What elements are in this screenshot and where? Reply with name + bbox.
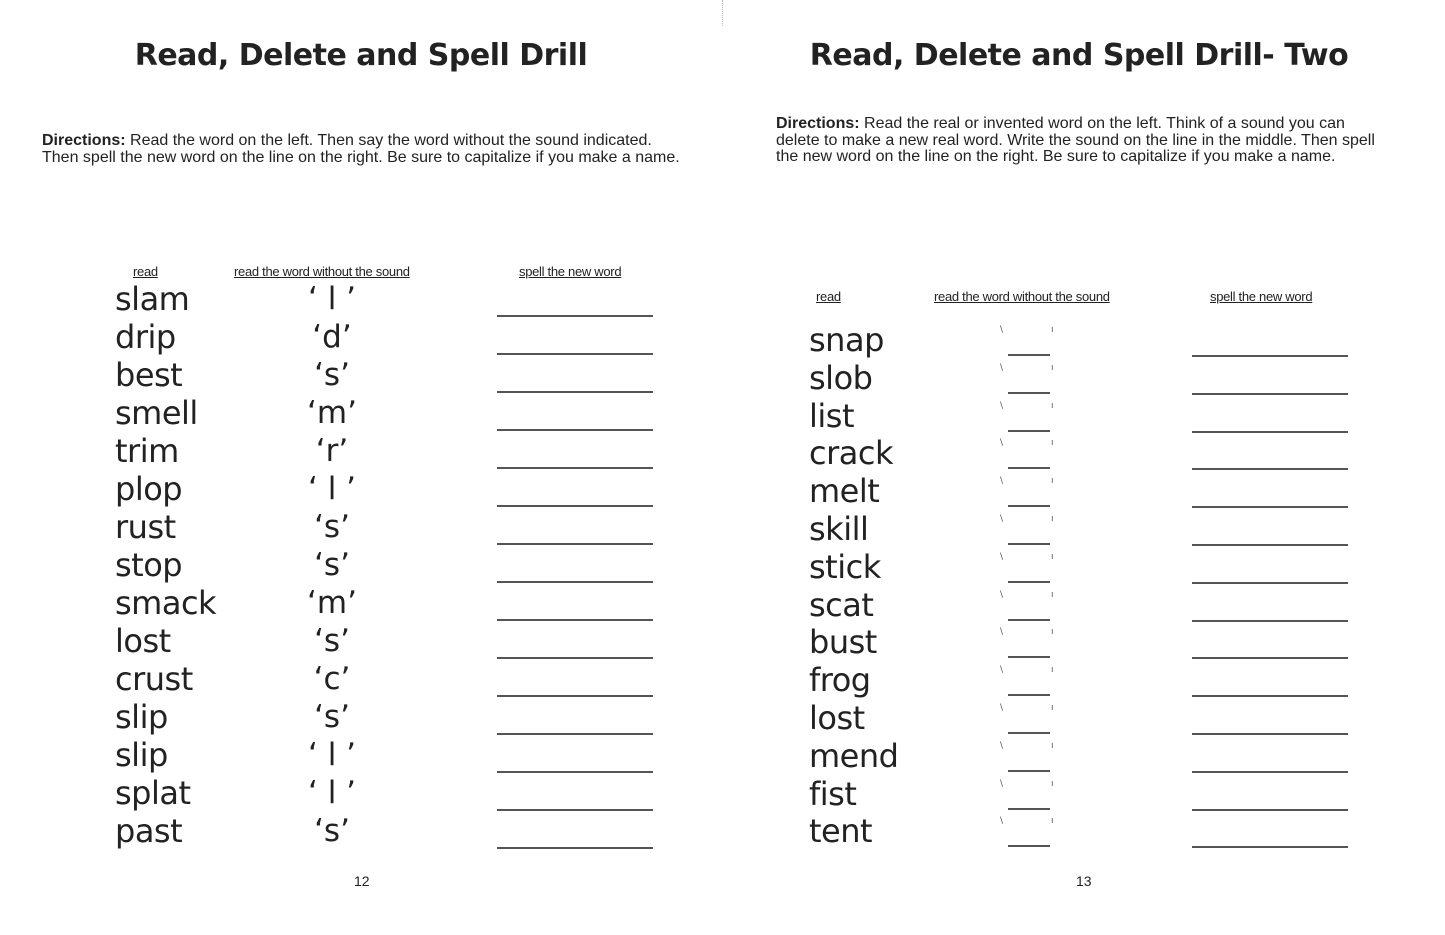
close-quote-mark: ı bbox=[1051, 362, 1054, 373]
sound-answer-line[interactable] bbox=[1008, 619, 1050, 621]
read-word: fist bbox=[809, 774, 857, 813]
read-word: mend bbox=[809, 736, 899, 775]
close-quote-mark: ı bbox=[1051, 589, 1054, 600]
close-quote-mark: ı bbox=[1051, 476, 1054, 487]
answer-line[interactable] bbox=[1192, 506, 1348, 508]
sound-answer-line[interactable] bbox=[1008, 694, 1050, 696]
answer-line[interactable] bbox=[1192, 846, 1348, 848]
close-quote-mark: ı bbox=[1051, 665, 1054, 676]
answer-line[interactable] bbox=[497, 505, 653, 507]
open-quote-mark: \ bbox=[1000, 778, 1004, 789]
page-title: Read, Delete and Spell Drill- Two bbox=[809, 38, 1349, 73]
column-header-without-sound: read the word without the sound bbox=[934, 289, 1110, 304]
answer-line[interactable] bbox=[497, 695, 653, 697]
sound-answer-line[interactable] bbox=[1008, 467, 1050, 469]
answer-line[interactable] bbox=[497, 391, 653, 393]
read-word: stick bbox=[809, 547, 881, 586]
sound-answer-line[interactable] bbox=[1008, 808, 1050, 810]
read-word: bust bbox=[809, 623, 877, 662]
answer-line[interactable] bbox=[497, 733, 653, 735]
read-word: crust bbox=[115, 660, 193, 698]
answer-line[interactable] bbox=[497, 771, 653, 773]
answer-line[interactable] bbox=[497, 315, 653, 317]
read-word: best bbox=[115, 356, 183, 394]
sound-to-delete: ‘m’ bbox=[307, 585, 357, 621]
answer-line[interactable] bbox=[1192, 657, 1348, 659]
close-quote-mark: ı bbox=[1051, 740, 1054, 751]
column-header-read: read bbox=[816, 289, 841, 304]
answer-line[interactable] bbox=[1192, 809, 1348, 811]
directions-label: Directions: bbox=[42, 132, 126, 149]
close-quote-mark: ı bbox=[1051, 325, 1054, 335]
open-quote-mark: \ bbox=[1000, 476, 1004, 487]
answer-line[interactable] bbox=[1192, 544, 1348, 546]
sound-answer-line[interactable] bbox=[1008, 581, 1050, 583]
sound-to-delete: ‘ l ’ bbox=[307, 281, 357, 317]
page-number: 13 bbox=[1076, 873, 1092, 889]
sound-to-delete: ‘d’ bbox=[312, 319, 352, 355]
sound-to-delete: ‘m’ bbox=[307, 395, 357, 431]
read-word: trim bbox=[115, 432, 179, 470]
read-word: lost bbox=[115, 622, 171, 660]
read-word: smell bbox=[115, 394, 198, 432]
column-header-spell: spell the new word bbox=[519, 264, 622, 279]
answer-line[interactable] bbox=[1192, 431, 1348, 433]
read-word: slip bbox=[115, 698, 168, 736]
read-word: plop bbox=[115, 470, 183, 508]
read-word: snap bbox=[809, 321, 884, 359]
directions bbox=[776, 116, 1386, 166]
read-word: rust bbox=[115, 508, 176, 546]
column-header-spell: spell the new word bbox=[1210, 289, 1313, 304]
sound-answer-line[interactable] bbox=[1008, 543, 1050, 545]
read-word: tent bbox=[809, 812, 873, 851]
sound-to-delete: ‘ l ’ bbox=[307, 737, 357, 773]
answer-line[interactable] bbox=[497, 353, 653, 355]
read-word: stop bbox=[115, 546, 183, 584]
sound-to-delete: ‘ l ’ bbox=[307, 471, 357, 507]
read-word: melt bbox=[809, 472, 880, 511]
open-quote-mark: \ bbox=[1000, 551, 1004, 562]
column-header-without-sound: read the word without the sound bbox=[234, 264, 410, 279]
answer-line[interactable] bbox=[1192, 468, 1348, 470]
open-quote-mark: \ bbox=[1000, 627, 1004, 638]
open-quote-mark: \ bbox=[1000, 325, 1004, 335]
sound-to-delete: ‘s’ bbox=[314, 357, 350, 393]
read-word: splat bbox=[115, 774, 191, 812]
open-quote-mark: \ bbox=[1000, 362, 1004, 373]
answer-line[interactable] bbox=[1192, 620, 1348, 622]
answer-line[interactable] bbox=[1192, 582, 1348, 584]
answer-line[interactable] bbox=[1192, 733, 1348, 735]
close-quote-mark: ı bbox=[1051, 551, 1054, 562]
sound-answer-line[interactable] bbox=[1008, 392, 1050, 394]
open-quote-mark: \ bbox=[1000, 400, 1004, 411]
sound-answer-line[interactable] bbox=[1008, 354, 1050, 356]
read-word: scat bbox=[809, 585, 874, 624]
page-title: Read, Delete and Spell Drill bbox=[134, 38, 588, 73]
open-quote-mark: \ bbox=[1000, 514, 1004, 524]
directions-text: Read the word on the left. Then say the word without the sound indicated. Then spell the new word on the line on the right. Be sure to capitalize if you make a name. bbox=[42, 132, 680, 166]
read-word: slip bbox=[115, 736, 168, 774]
close-quote-mark: ı bbox=[1051, 778, 1054, 789]
sound-to-delete: ‘c’ bbox=[313, 661, 351, 697]
answer-line[interactable] bbox=[497, 581, 653, 583]
read-word: slob bbox=[809, 358, 873, 397]
right-page bbox=[723, 0, 1445, 935]
read-word: smack bbox=[115, 584, 217, 622]
read-word: crack bbox=[809, 434, 893, 473]
open-quote-mark: \ bbox=[1000, 703, 1004, 713]
read-word: drip bbox=[115, 318, 176, 356]
page-number: 12 bbox=[354, 873, 370, 889]
sound-answer-line[interactable] bbox=[1008, 430, 1050, 432]
directions-label: Directions: bbox=[776, 115, 860, 132]
answer-line[interactable] bbox=[497, 619, 653, 621]
sound-answer-line[interactable] bbox=[1008, 656, 1050, 658]
open-quote-mark: \ bbox=[1000, 740, 1004, 751]
read-word: lost bbox=[809, 699, 865, 737]
answer-line[interactable] bbox=[497, 543, 653, 545]
sound-answer-line[interactable] bbox=[1008, 505, 1050, 507]
open-quote-mark: \ bbox=[1000, 589, 1004, 600]
left-page bbox=[0, 0, 722, 935]
answer-line[interactable] bbox=[1192, 695, 1348, 697]
answer-line[interactable] bbox=[497, 429, 653, 431]
sound-to-delete: ‘s’ bbox=[314, 623, 350, 659]
read-word: past bbox=[115, 812, 183, 850]
sound-to-delete: ‘ l ’ bbox=[307, 775, 357, 811]
sound-to-delete: ‘s’ bbox=[314, 813, 350, 849]
close-quote-mark: ı bbox=[1051, 400, 1054, 411]
sound-to-delete: ‘r’ bbox=[315, 433, 349, 469]
answer-line[interactable] bbox=[497, 467, 653, 469]
close-quote-mark: ı bbox=[1051, 438, 1054, 449]
sound-answer-line[interactable] bbox=[1008, 845, 1050, 847]
column-header-read: read bbox=[133, 264, 158, 279]
answer-line[interactable] bbox=[497, 809, 653, 811]
close-quote-mark: ı bbox=[1051, 816, 1054, 827]
answer-line[interactable] bbox=[1192, 355, 1348, 357]
sound-answer-line[interactable] bbox=[1008, 770, 1050, 772]
sound-answer-line[interactable] bbox=[1008, 732, 1050, 734]
close-quote-mark: ı bbox=[1051, 703, 1054, 713]
read-word: skill bbox=[809, 510, 869, 548]
directions bbox=[42, 133, 692, 166]
close-quote-mark: ı bbox=[1051, 627, 1054, 638]
read-word: slam bbox=[115, 280, 190, 318]
directions-text: Read the real or invented word on the left. Think of a sound you can delete to make a new real word. Write the sound on the line in the middle. Then spell the new word on the line on the right. Be sure to capitalize if you make a name. bbox=[776, 115, 1375, 165]
answer-line[interactable] bbox=[497, 657, 653, 659]
read-word: list bbox=[809, 396, 854, 435]
answer-line[interactable] bbox=[1192, 771, 1348, 773]
close-quote-mark: ı bbox=[1051, 514, 1054, 524]
answer-line[interactable] bbox=[497, 847, 653, 849]
sound-to-delete: ‘s’ bbox=[314, 699, 350, 735]
open-quote-mark: \ bbox=[1000, 438, 1004, 449]
sound-to-delete: ‘s’ bbox=[314, 547, 350, 583]
read-word: frog bbox=[809, 661, 871, 700]
open-quote-mark: \ bbox=[1000, 665, 1004, 676]
sound-to-delete: ‘s’ bbox=[314, 509, 350, 545]
answer-line[interactable] bbox=[1192, 393, 1348, 395]
open-quote-mark: \ bbox=[1000, 816, 1004, 827]
